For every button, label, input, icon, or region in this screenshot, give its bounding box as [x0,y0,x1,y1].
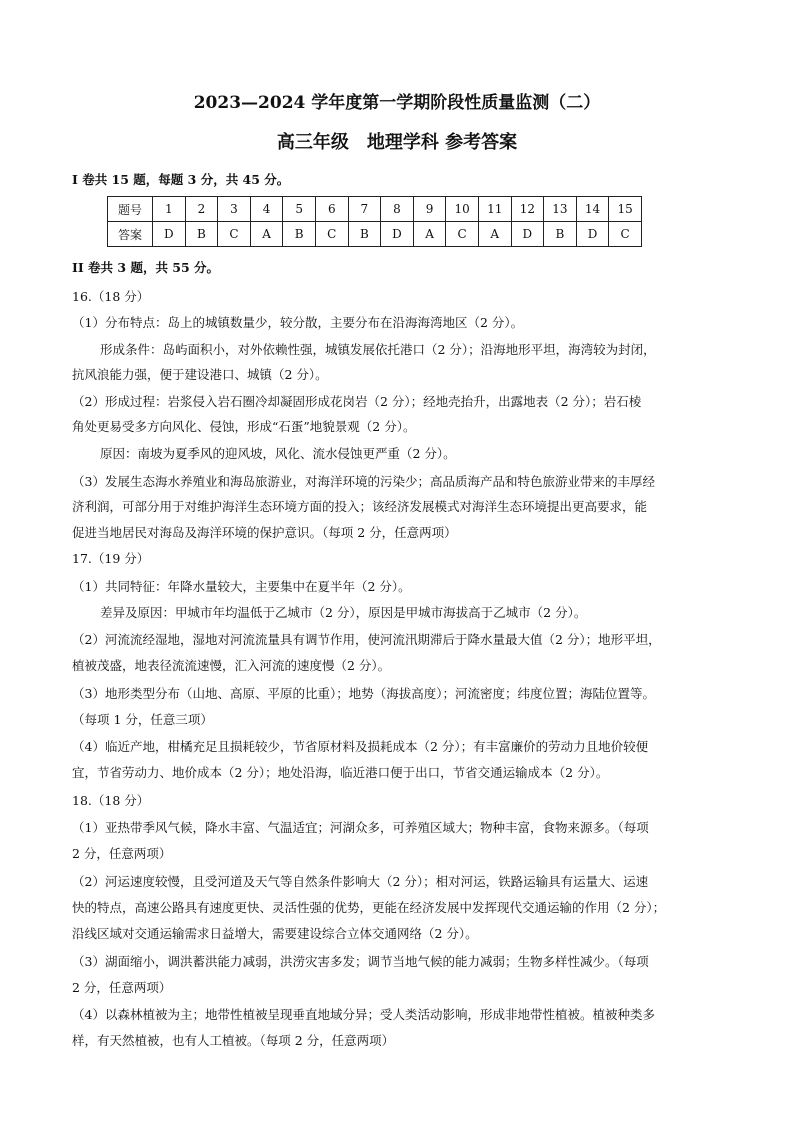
row-label-answer: 答案 [108,222,153,247]
answer-line: 济利润，可部分用于对维护海洋生态环境方面的投入；该经济发展模式对海洋生态环境提出更高要求，能 [72,499,648,514]
answer-row [108,222,642,247]
answer-cell: C [446,222,479,247]
answer-line: （1）亚热带季风气候，降水丰富、气温适宜；河湖众多，可养殖区域大；物种丰富，食物来源多。（每项 [72,820,649,835]
answer-line: （每项 1 分，任意三项） [72,712,213,727]
question-number: 14 [576,197,609,222]
question-number: 13 [544,197,577,222]
answer-line: （1）共同特征：年降水量较大，主要集中在夏半年（2 分）。 [72,579,411,594]
question-number: 7 [348,197,381,222]
question-number: 4 [250,197,283,222]
answer-cell: C [218,222,251,247]
answer-line: （4）临近产地，柑橘充足且损耗较少，节省原材料及损耗成本（2 分）；有丰富廉价的劳动力且地价较便 [72,739,649,754]
question-number-row [108,197,642,222]
question-18-heading: 18.（18 分） [72,793,150,808]
answer-line: 形成条件：岛屿面积小，对外依赖性强，城镇发展依托港口（2 分）；沿海地形平坦，海湾较为封闭， [100,342,656,357]
answer-line: 沿线区域对交通运输需求日益增大，需要建设综合立体交通网络（2 分）。 [72,926,478,941]
answer-line: （1）分布特点：岛上的城镇数量少，较分散，主要分布在沿海海湾地区（2 分）。 [72,315,524,330]
answer-line: （4）以森林植被为主；地带性植被呈现垂直地域分异；受人类活动影响，形成非地带性植被。植被种类多 [72,1007,655,1022]
answer-line: （3）发展生态海水养殖业和海岛旅游业，对海洋环境的污染少；高品质海产品和特色旅游业带来的丰厚经 [72,474,655,489]
question-number: 9 [413,197,446,222]
answer-line: （3）湖面缩小，调洪蓄洪能力减弱，洪涝灾害多发；调节当地气候的能力减弱；生物多样性减少。（每项 [72,954,649,969]
document-subtitle: 高三年级 地理学科 参考答案 [276,132,518,153]
answer-line: 2 分，任意两项） [72,846,172,861]
question-number: 11 [478,197,511,222]
answer-cell: C [315,222,348,247]
answer-cell: D [576,222,609,247]
question-number: 10 [446,197,479,222]
question-number: 2 [185,197,218,222]
answer-line: （2）形成过程：岩浆侵入岩石圈冷却凝固形成花岗岩（2 分）；经地壳抬升，出露地表（2 分）；岩石棱 [72,394,642,409]
answer-cell: A [413,222,446,247]
answer-line: （3）地形类型分布（山地、高原、平原的比重）；地势（海拔高度）；河流密度；纬度位置；海陆位置等。 [72,686,655,701]
question-number: 5 [283,197,316,222]
question-number: 3 [218,197,251,222]
question-number: 8 [381,197,414,222]
question-16-heading: 16.（18 分） [72,289,150,304]
answer-cell: A [478,222,511,247]
section-2-heading: II 卷共 3 题，共 55 分。 [72,260,220,275]
answer-cell: B [185,222,218,247]
answer-cell: D [511,222,544,247]
answer-line: （2）河流流经湿地，湿地对河流流量具有调节作用，使河流汛期滞后于降水量最大值（2 分）；地形平坦， [72,632,661,647]
section-1-heading: I 卷共 15 题，每题 3 分，共 45 分。 [72,172,290,187]
answer-line: 样，有天然植被，也有人工植被。（每项 2 分，任意两项） [72,1033,395,1048]
answer-line: 差异及原因：甲城市年均温低于乙城市（2 分），原因是甲城市海拔高于乙城市（2 分）。 [100,605,587,620]
question-17-heading: 17.（19 分） [72,551,150,566]
answer-line: 植被茂盛，地表径流流速慢，汇入河流的速度慢（2 分）。 [72,658,391,673]
answer-cell: D [381,222,414,247]
answer-cell: D [153,222,186,247]
answer-table [107,196,642,247]
answer-line: （2）河运速度较慢，且受河道及天气等自然条件影响大（2 分）；相对河运，铁路运输具有运量大、运速 [72,874,649,889]
answer-line: 角处更易受多方向风化、侵蚀，形成“石蛋”地貌景观（2 分）。 [72,419,416,434]
question-number: 12 [511,197,544,222]
answer-cell: B [283,222,316,247]
answer-line: 抗风浪能力强，便于建设港口、城镇（2 分）。 [72,367,328,382]
document-title: 2023—2024 学年度第一学期阶段性质量监测（二） [193,93,601,113]
answer-cell: B [544,222,577,247]
question-number: 1 [153,197,186,222]
answer-line: 2 分，任意两项） [72,980,172,995]
answer-line: 促进当地居民对海岛及海洋环境的保护意识。（每项 2 分，任意两项） [72,525,457,540]
answer-line: 快的特点，高速公路具有速度更快、灵活性强的优势，更能在经济发展中发挥现代交通运输的作用（2 分）； [72,900,666,915]
answer-line: 宜，节省劳动力、地价成本（2 分）；地处沿海，临近港口便于出口，节省交通运输成本（2 分）。 [72,765,609,780]
row-label-number: 题号 [108,197,153,222]
question-number: 15 [609,197,642,222]
question-number: 6 [315,197,348,222]
answer-cell: A [250,222,283,247]
answer-cell: B [348,222,381,247]
answer-cell: C [609,222,642,247]
answer-line: 原因：南坡为夏季风的迎风坡，风化、流水侵蚀更严重（2 分）。 [100,446,456,461]
